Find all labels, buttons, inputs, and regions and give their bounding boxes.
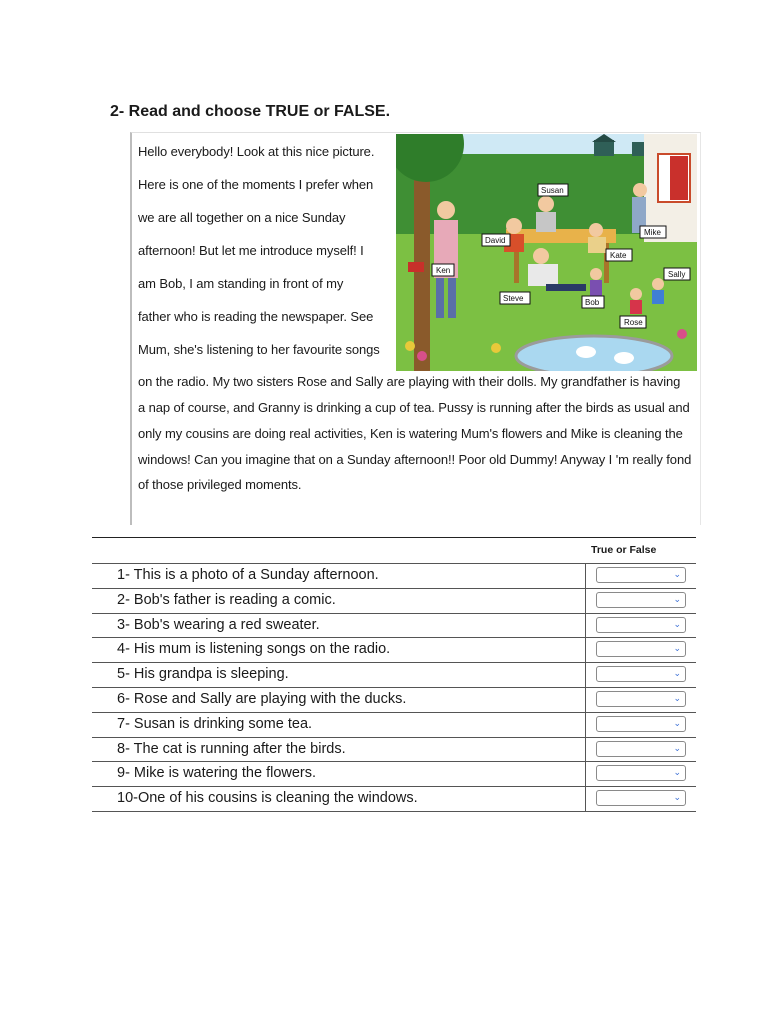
chevron-down-icon: ⌄ xyxy=(673,619,681,629)
row-divider xyxy=(92,737,696,738)
statement-2: 2- Bob's father is reading a comic. xyxy=(117,592,336,608)
label-susan: Susan xyxy=(541,186,564,195)
answer-dropdown-1[interactable] xyxy=(596,567,686,583)
column-divider xyxy=(585,563,586,811)
chevron-down-icon: ⌄ xyxy=(673,693,681,703)
story-line: on the radio. My two sisters Rose and Sally are playing with their dolls. My grandfather is having xyxy=(138,374,681,389)
label-kate: Kate xyxy=(610,251,627,260)
statement-8: 8- The cat is running after the birds. xyxy=(117,741,346,757)
label-ken: Ken xyxy=(436,266,451,275)
label-rose: Rose xyxy=(624,318,643,327)
row-divider xyxy=(92,761,696,762)
label-steve: Steve xyxy=(503,294,524,303)
row-divider xyxy=(92,563,696,564)
answer-dropdown-10[interactable] xyxy=(596,790,686,806)
label-bob: Bob xyxy=(585,298,600,307)
statement-4: 4- His mum is listening songs on the radio. xyxy=(117,641,391,657)
chevron-down-icon: ⌄ xyxy=(673,643,681,653)
row-divider xyxy=(92,811,696,812)
exercise-heading: 2- Read and choose TRUE or FALSE. xyxy=(110,103,391,120)
story-line: Mum, she's listening to her favourite songs xyxy=(138,342,380,357)
story-line: of those privileged moments. xyxy=(138,477,302,492)
story-line: afternoon! But let me introduce myself! I xyxy=(138,243,364,258)
label-mike: Mike xyxy=(644,228,661,237)
label-david: David xyxy=(485,236,506,245)
label-sally: Sally xyxy=(668,270,686,279)
answer-dropdown-5[interactable] xyxy=(596,666,686,682)
statement-9: 9- Mike is watering the flowers. xyxy=(117,765,317,781)
statement-3: 3- Bob's wearing a red sweater. xyxy=(117,617,320,633)
answer-dropdown-4[interactable] xyxy=(596,641,686,657)
chevron-down-icon: ⌄ xyxy=(673,718,681,728)
statement-5: 5- His grandpa is sleeping. xyxy=(117,666,289,682)
answer-dropdown-3[interactable] xyxy=(596,617,686,633)
statement-6: 6- Rose and Sally are playing with the ducks. xyxy=(117,691,407,707)
answer-dropdown-6[interactable] xyxy=(596,691,686,707)
statement-7: 7- Susan is drinking some tea. xyxy=(117,716,313,732)
story-line: we are all together on a nice Sunday xyxy=(138,210,346,225)
chevron-down-icon: ⌄ xyxy=(673,594,681,604)
story-line: a nap of course, and Granny is drinking a cup of tea. Pussy is running after the birds as usual and xyxy=(138,400,690,415)
story-line: am Bob, I am standing in front of my xyxy=(138,276,344,291)
answer-dropdown-9[interactable] xyxy=(596,765,686,781)
story-line: Here is one of the moments I prefer when xyxy=(138,177,374,192)
row-divider xyxy=(92,637,696,638)
story-line: Hello everybody! Look at this nice picture. xyxy=(138,144,375,159)
row-divider xyxy=(92,662,696,663)
chevron-down-icon: ⌄ xyxy=(673,668,681,678)
row-divider xyxy=(92,613,696,614)
row-divider xyxy=(92,712,696,713)
row-divider xyxy=(92,786,696,787)
chevron-down-icon: ⌄ xyxy=(673,767,681,777)
row-divider xyxy=(92,588,696,589)
answer-dropdown-2[interactable] xyxy=(596,592,686,608)
story-line: only my cousins are doing real activities, Ken is watering Mum's flowers and Mike is cleaning the xyxy=(138,426,683,441)
table-top-rule xyxy=(92,537,696,538)
story-line: father who is reading the newspaper. See xyxy=(138,309,374,324)
row-divider xyxy=(92,687,696,688)
chevron-down-icon: ⌄ xyxy=(673,743,681,753)
chevron-down-icon: ⌄ xyxy=(673,792,681,802)
family-garden-illustration xyxy=(396,134,697,371)
chevron-down-icon: ⌄ xyxy=(673,569,681,579)
answer-dropdown-7[interactable] xyxy=(596,716,686,732)
true-false-column-header: True or False xyxy=(591,544,657,556)
story-line: windows! Can you imagine that on a Sunday afternoon!! Poor old Dummy! Anyway I 'm really fond xyxy=(138,452,692,467)
statement-1: 1- This is a photo of a Sunday afternoon. xyxy=(117,567,379,583)
statement-10: 10-One of his cousins is cleaning the windows. xyxy=(117,790,418,806)
answer-dropdown-8[interactable] xyxy=(596,741,686,757)
